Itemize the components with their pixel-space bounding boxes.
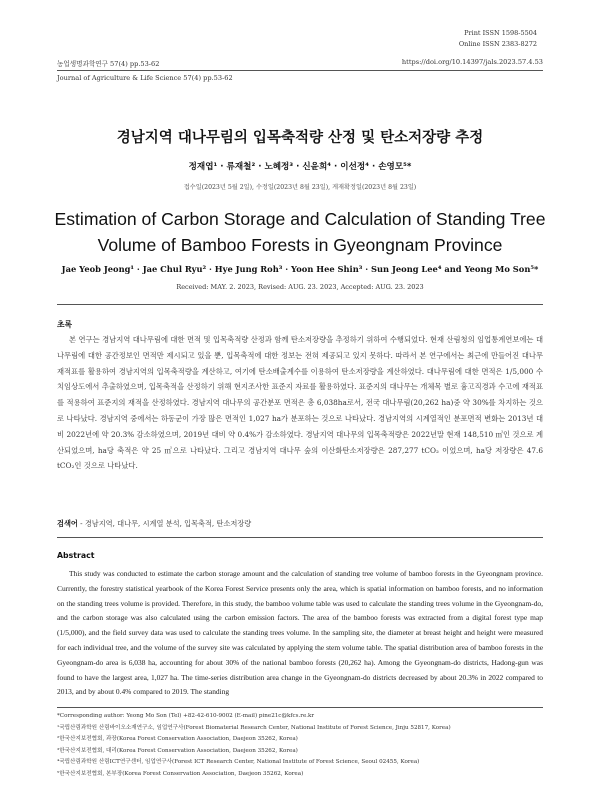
footnote-affiliation-3: ³한국산지보전협회, 대리(Korea Forest Conservation Association, Daejeon 35262, Korea) [57,747,298,754]
footnote-affiliation-2: ²한국산지보전협회, 과장(Korea Forest Conservation Association, Daejeon 35262, Korea) [57,736,298,742]
korean-title: 경남지역 대나무림의 입목축적량 산정 및 탄소저장량 추정 [116,130,484,146]
footnote-affiliation-5: ⁵한국산지보전협회, 본부장(Korea Forest Conservation Association, Daejeon 35262, Korea) [57,770,304,777]
abstract-kr-heading: 초록 [57,320,73,329]
abstract-en-heading: Abstract [57,551,95,560]
english-authors: Jae Yeob Jeong¹ · Jae Chul Ryu² · Hye Jung Roh³ · Yoon Hee Shin³ · Sun Jeong Lee⁴ and Yeong Mo Son⁵* [61,264,539,274]
online-issn: Online ISSN 2383-8272 [458,40,537,48]
english-title-line1: Estimation of Carbon Storage and Calculation of Standing Tree [54,209,546,229]
english-dates: Received: MAY. 2. 2023, Revised: AUG. 23. 2023, Accepted: AUG. 23. 2023 [176,283,424,291]
abstract-kr-body: 본 연구는 경남지역 대나무림에 대한 면적 및 입목축적량 산정과 함께 탄소저장량을 추정하기 위하여 수행되었다. 현재 산림청의 임업통계연보에는 대나무림에 대한 공간정보인 면적만 제시되고 있을 뿐, 입목축적에 대한 정보는 전혀 제공되고 있지 못하다. 따라서 본 연구에서는 최근에 만들어진 대나무 재적표를 활용하여 경남지역의 입목축적량을 계산하고, 여기에 탄소배출계수를 이용하여 탄소저장량을 계산하였다. 대나무림에 대한 면적은 1/5,000 수치임상도에서 추출하였으며, 입목축적을 산정하기 위해 현지조사한 표준지 자료를 활용하였다. 표준지의 대나무는 개체목 별로 흉고직경과 수고에 재적표를 적용하여 표준지의 재적을 산정하였다. 경남지역 대나무의 공간분포 면적은 총 6,038ha로서, 전국 대나무림(20,262 ha)중 약 30%를 차지하는 것으로 나타났다. 경남지역 중에서는 하동군이 가장 많은 면적인 1,027 ha가 분포하는 것으로 나타났다. 경남지역의 시계열적인 분포면적 변화는 2013년 대비 2022년에 약 20.3% 감소하였으며, 2019년 대비 약 0.4%가 감소하였다. 경남지역 대나무의 입목축적량은 2022년말 현재 148,510 ㎥인 것으로 계산되었으며, ha당 축적은 약 25 ㎥으로 나타났다. 그리고 경남지역 대나무 숲의 이산화탄소저장량은 287,277 tCO₂ 이었으며, ha당 저장량은 47.6 tCO₂인 것으로 나타났다. [57,335,543,471]
journal-citation-kr: 농업생명과학연구 57(4) pp.53-62 [57,60,160,68]
footnote-corresponding: *Corresponding author: Yeong Mo Son (Tel) +82-42-610-9002 (E-mail) pine21c@kfcs.re.kr [57,713,315,719]
doi-link[interactable]: https://doi.org/10.14397/jals.2023.57.4.53 [401,58,543,66]
english-title [0,206,600,258]
keywords-label: 검색어 [57,519,78,528]
section-divider [57,537,543,538]
footnote-divider [57,707,543,708]
english-title-line2: Volume of Bamboo Forests in Gyeongnam Province [97,235,503,255]
print-issn: Print ISSN 1598-5504 [464,29,537,37]
korean-dates: 접수일(2023년 5월 2일), 수정일(2023년 8월 23일), 게재확정일(2023년 8월 23일) [183,184,417,191]
keywords [57,519,251,529]
title-divider [57,304,543,305]
header-divider [57,70,543,71]
korean-authors: 정재엽¹ · 류재철² · 노혜정³ · 신윤희⁴ · 이선정⁴ · 손영모⁵* [188,162,412,172]
footnote-affiliation-4: ⁴국립산림과학원 산림ICT연구센터, 임업연구사(Forest ICT Research Center, National Institute of Forest Science, Seoul 02455, Korea) [57,759,420,765]
abstract-en-body: This study was conducted to estimate the carbon storage amount and the calculation of standing tree volume of bamboo forests in the Gyeongnam province. Currently, the forestry statistical yearbook of the Korea Forest Service presents only the area, which is spatial information on bamboo forests, and no information on the standing trees volume is provided. Therefore, in this study, the bamboo volume table was used to calculate the standing trees volume in the Gyeongnam-do, and the carbon storage was also calculated using the carbon emission factors. The area of the bamboo forests was extracted from a digital forest type map (1/5,000), and the field survey data was used to calculate the standing trees volume. In the sampling site, the diameter at breast height and height were measured for each individual tree, and the volume of the survey site was calculated by applying the stem volume table. The spatial distribution area of bamboo forests in the Gyeongnam-do area is 6,038 ha, accounting for about 30% of the national bamboo forests (20,262 ha). Among the Gyeongnam-do districts, Hadong-gun was found to have the largest area, 1,027 ha. The time-series distribution area change in the Gyeongnam-do districts decreased by about 20.3% in 2022 compared to 2013, and by about 0.4% compared to 2019. The standing [57,569,543,697]
footnotes [57,711,543,780]
keywords-list: - 경남지역, 대나무, 시계열 분석, 입목축적, 탄소저장량 [77,519,252,528]
footnote-affiliation-1: ¹국립산림과학원 산림바이오소재연구소, 임업연구사(Forest Biomaterial Research Center, National Institute of Forest Science, Jinju 52817, Korea) [57,724,451,731]
journal-citation-en: Journal of Agriculture & Life Science 57(4) pp.53-62 [57,74,233,82]
